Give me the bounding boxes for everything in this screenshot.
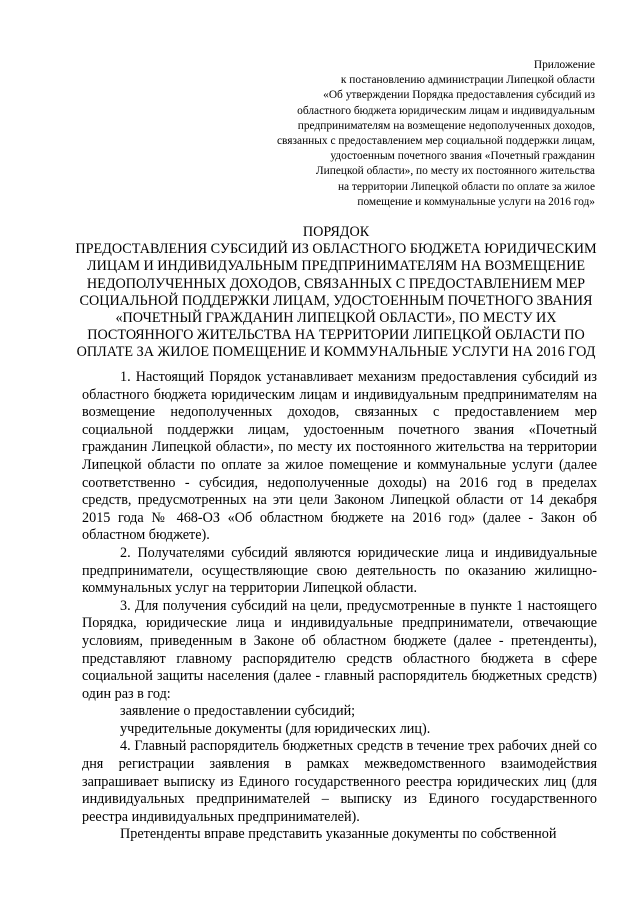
paragraph-1: 1. Настоящий Порядок устанавливает механизм предоставления субсидий из областного бюджета юридическим лицам и индивидуальным предпринимателям на возмещение недополученных доходов, связанных с предоставлением мер социальной поддержки лицам, удостоенным почетного звания «Почетный гражданин Липецкой области», по месту их постоянного жительства на территории Липецкой области по оплате за жилое помещение и коммунальные услуги (далее соответственно - субсидия, недополученные доходы) на 2016 год в пределах средств, предусмотренных на эти цели Законом Липецкой области от 14 декабря 2015 года № 468-ОЗ «Об областном бюджете на 2016 год» (далее - Закон об областном бюджете).: [82, 369, 597, 544]
appendix-line: предпринимателям на возмещение недополученных доходов,: [297, 119, 595, 132]
title-line: ОПЛАТЕ ЗА ЖИЛОЕ ПОМЕЩЕНИЕ И КОММУНАЛЬНЫЕ УСЛУГИ НА 2016 ГОД: [76, 344, 596, 361]
document-body: [82, 369, 597, 844]
title-line: «ПОЧЕТНЫЙ ГРАЖДАНИН ЛИПЕЦКОЙ ОБЛАСТИ», ПО МЕСТУ ИХ: [115, 310, 557, 327]
paragraph-5: Претенденты вправе представить указанные документы по собственной: [120, 826, 557, 843]
appendix-line: областного бюджета юридическим лицам и индивидуальным: [297, 104, 595, 117]
title-line: ПОСТОЯННОГО ЖИТЕЛЬСТВА НА ТЕРРИТОРИИ ЛИПЕЦКОЙ ОБЛАСТИ ПО: [87, 327, 585, 344]
title-line: ПРЕДОСТАВЛЕНИЯ СУБСИДИЙ ИЗ ОБЛАСТНОГО БЮДЖЕТА ЮРИДИЧЕСКИМ: [75, 241, 597, 258]
appendix-line: Липецкой области», по месту их постоянного жительства: [315, 165, 595, 178]
appendix-line: к постановлению администрации Липецкой области: [340, 74, 595, 87]
appendix-line: помещение и коммунальные услуги на 2016 год»: [357, 195, 595, 208]
paragraph-4: 4. Главный распорядитель бюджетных средств в течение трех рабочих дней со дня регистрации заявления в рамках межведомственного взаимодействия запрашивает выписку из Единого государственного реестра юридических лиц (для индивидуальных предпринимателей – выписку из Единого государственного реестра индивидуальных предпринимателей).: [82, 738, 597, 825]
title-line: ПОРЯДОК: [302, 224, 370, 240]
appendix-line: «Об утверждении Порядка предоставления субсидий из: [323, 89, 595, 102]
list-item-founding-documents: учредительные документы (для юридических лиц).: [120, 720, 431, 737]
appendix-line: связанных с предоставлением мер социальной поддержки лицам,: [277, 135, 595, 148]
appendix-header: [225, 58, 595, 210]
title-line: СОЦИАЛЬНОЙ ПОДДЕРЖКИ ЛИЦАМ, УДОСТОЕННЫМ ПОЧЕТНОГО ЗВАНИЯ: [79, 292, 593, 309]
document-title: [72, 224, 600, 362]
appendix-line: удостоенным почетного звания «Почетный гражданин: [330, 150, 595, 163]
title-line: ЛИЦАМ И ИНДИВИДУАЛЬНЫМ ПРЕДПРИНИМАТЕЛЯМ НА ВОЗМЕЩЕНИЕ: [86, 258, 586, 275]
title-line: НЕДОПОЛУЧЕННЫХ ДОХОДОВ, СВЯЗАННЫХ С ПРЕДОСТАВЛЕНИЕМ МЕР: [86, 275, 586, 292]
list-item-application: заявление о предоставлении субсидий;: [120, 703, 356, 720]
appendix-line: Приложение: [533, 59, 595, 71]
appendix-line: на территории Липецкой области по оплате за жилое: [337, 180, 595, 193]
paragraph-2: 2. Получателями субсидий являются юридические лица и индивидуальные предприниматели, осуществляющие свою деятельность по оказанию жилищно-коммунальных услуг на территории Липецкой области.: [82, 544, 597, 597]
paragraph-3: 3. Для получения субсидий на цели, предусмотренные в пункте 1 настоящего Порядка, юридические лица и индивидуальные предприниматели, отвечающие условиям, приведенным в Законе об областном бюджете (далее - претенденты), представляют главному распорядителю средств областного бюджета в сфере социальной защиты населения (далее - главный распорядитель бюджетных средств) один раз в год:: [82, 597, 597, 702]
